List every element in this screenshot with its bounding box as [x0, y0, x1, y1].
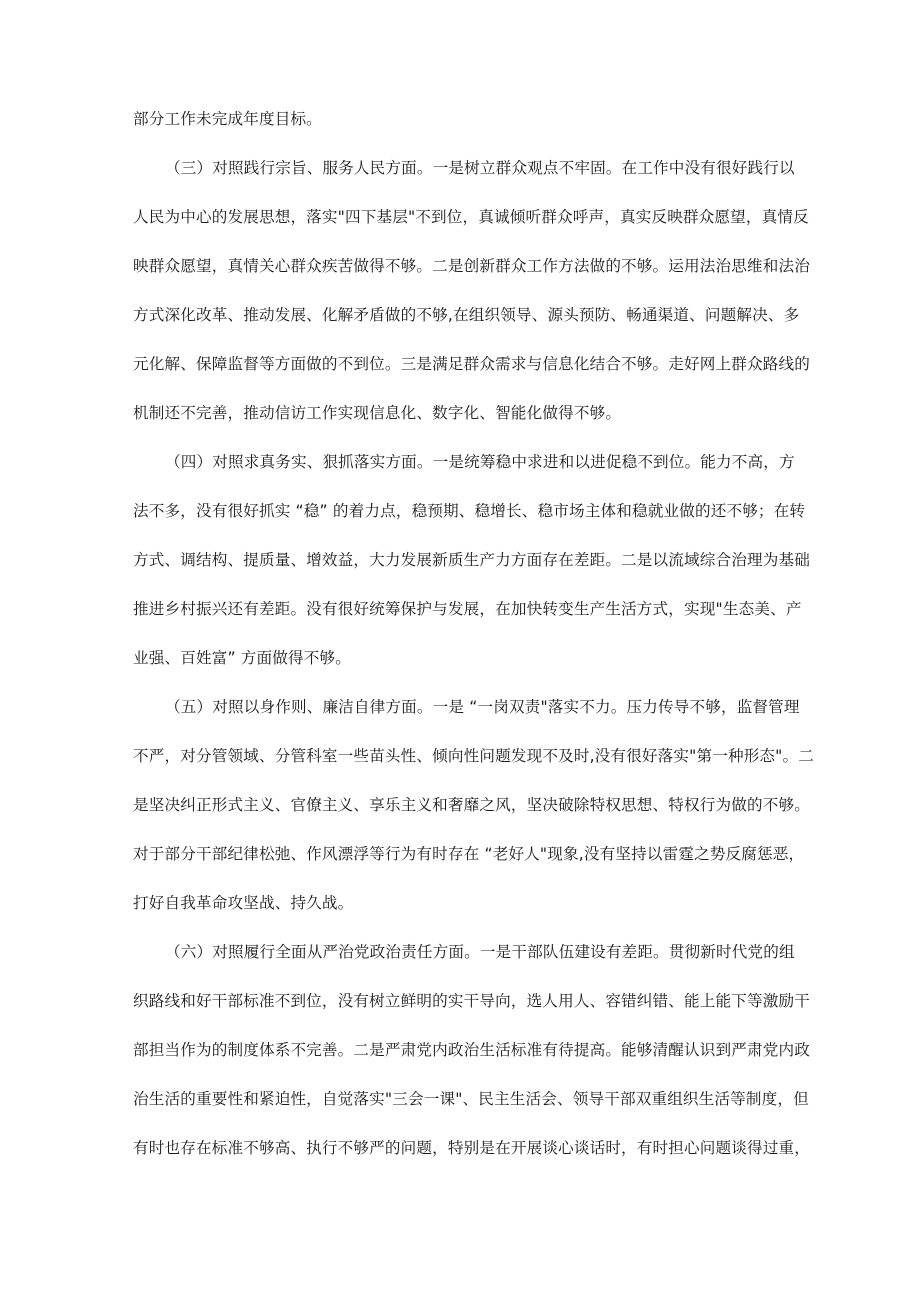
paragraph-6-heading-line: （六）对照履行全面从严治党政治责任方面。一是干部队伍建设有差距。贯彻新时代党的组: [165, 943, 795, 961]
text-line: 方式深化改革、推动发展、化解矛盾做的不够,在组织领导、源头预防、畅通渠道、问题解决、多: [133, 306, 800, 324]
text-line: 机制还不完善，推动信访工作实现信息化、数字化、智能化做得不够。: [133, 404, 622, 422]
text-line: 织路线和好干部标准不到位，没有树立鲜明的实干导向，选人用人、容错纠错、能上能下等激励干: [133, 992, 810, 1010]
text-line: 推进乡村振兴还有差距。没有很好统筹保护与发展，在加快转变生产生活方式，实现"生态美、产: [133, 600, 802, 618]
text-line: 有时也存在标准不够高、执行不够严的问题，特别是在开展谈心谈话时，有时担心问题谈得过重，: [133, 1139, 810, 1157]
text-line: 法不多，没有很好抓实 “稳” 的着力点，稳预期、稳增长、稳市场主体和稳就业做的还不够；在转: [133, 502, 806, 520]
text-line: 不严，对分管领域、分管科室一些苗头性、倾向性问题发现不及时,没有很好落实"第一种形态"。二: [133, 747, 814, 765]
text-line: 人民为中心的发展思想，落实"四下基层"不到位，真诚倾听群众呼声，真实反映群众愿望，真情反: [133, 208, 809, 226]
text-line: 部分工作未完成年度目标。: [133, 110, 322, 128]
text-line: 打好自我革命攻坚战、持久战。: [133, 894, 354, 912]
paragraph-4-heading-line: （四）对照求真务实、狠抓落实方面。一是统筹稳中求进和以进促稳不到位。能力不高，方: [165, 453, 795, 471]
text-line: 是坚决纠正形式主义、官僚主义、享乐主义和奢靡之风，坚决破除特权思想、特权行为做的不够。: [133, 796, 810, 814]
text-line: 治生活的重要性和紧迫性，自觉落实"三会一课"、民主生活会、领导干部双重组织生活等制度，但: [133, 1090, 809, 1108]
text-line: 对于部分干部纪律松弛、作风漂浮等行为有时存在 “老好人"现象,没有坚持以雷霆之势反腐惩恶，: [133, 845, 805, 863]
text-line: 部担当作为的制度体系不完善。二是严肃党内政治生活标准有待提高。能够清醒认识到严肃党内政: [133, 1041, 810, 1059]
text-line: 映群众愿望，真情关心群众疾苦做得不够。二是创新群众工作方法做的不够。运用法治思维和法治: [133, 257, 810, 275]
text-line: 元化解、保障监督等方面做的不到位。三是满足群众需求与信息化结合不够。走好网上群众路线的: [133, 355, 810, 373]
text-line: 方式、调结构、提质量、增效益，大力发展新质生产力方面存在差距。二是以流域综合治理为基础: [133, 551, 810, 569]
paragraph-5-heading-line: （五）对照以身作则、廉洁自律方面。一是 “一岗双责"落实不力。压力传导不够，监督管理: [165, 698, 800, 716]
text-line: 业强、百姓富” 方面做得不够。: [133, 649, 352, 667]
paragraph-3-heading-line: （三）对照践行宗旨、服务人民方面。一是树立群众观点不牢固。在工作中没有很好践行以: [165, 159, 795, 177]
